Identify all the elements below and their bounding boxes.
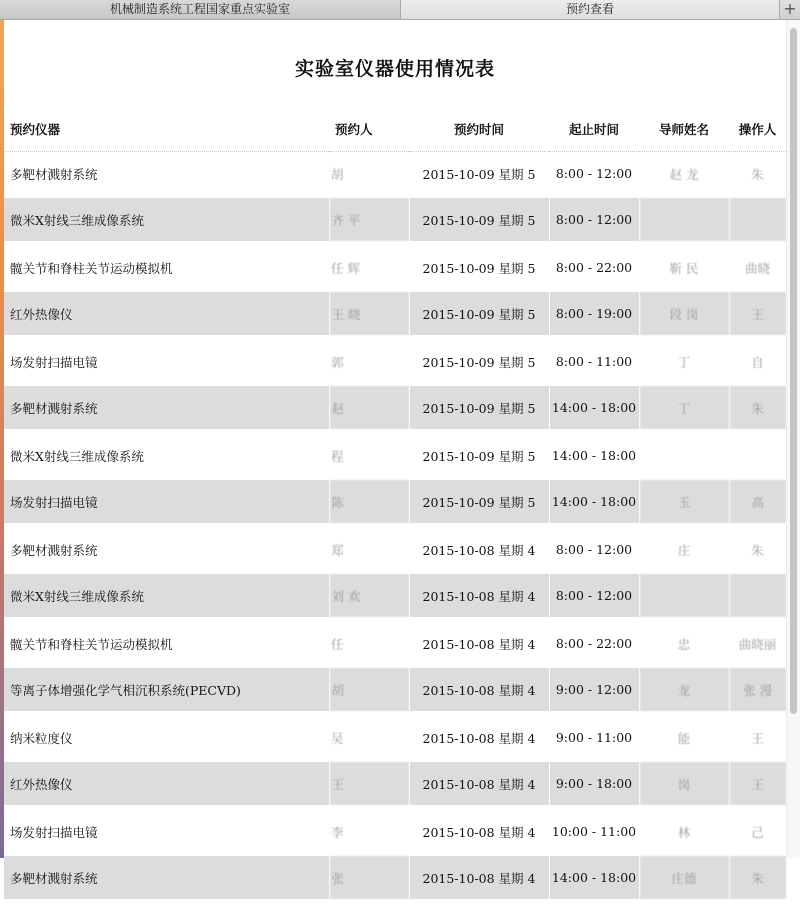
reserver-cell: 张 [329, 855, 409, 902]
reserver-cell: 王 晓 [329, 291, 409, 338]
plus-icon: + [783, 0, 797, 18]
operator-cell: 朱 [729, 385, 786, 432]
reserver-cell: 齐 平 [329, 197, 409, 244]
time-range-cell: 8:00 - 12:00 [549, 152, 639, 197]
time-range-cell: 14:00 - 18:00 [549, 432, 639, 479]
reserve-date-cell: 2015-10-09 星期 5 [409, 152, 549, 197]
operator-cell: 王 [729, 761, 786, 808]
time-range-cell: 9:00 - 11:00 [549, 714, 639, 761]
header-advisor: 导师姓名 [639, 106, 729, 152]
reserver-cell: 赵 [329, 385, 409, 432]
table-row [4, 761, 786, 808]
advisor-cell: 庄 [639, 526, 729, 573]
instrument-cell: 等离子体增强化学气相沉积系统(PECVD) [4, 667, 329, 714]
time-range-cell: 8:00 - 12:00 [549, 526, 639, 573]
reserver-cell: 郭 [329, 338, 409, 385]
instrument-cell: 场发射扫描电镜 [4, 808, 329, 855]
page-title: 实验室仪器使用情况表 [294, 58, 495, 80]
instrument-cell: 纳米粒度仪 [4, 714, 329, 761]
operator-cell: 王 [729, 714, 786, 761]
instrument-cell: 微米X射线三维成像系统 [4, 432, 329, 479]
operator-cell [729, 432, 786, 479]
advisor-cell: 林 [639, 808, 729, 855]
operator-cell: 张 漫 [729, 667, 786, 714]
time-range-cell: 8:00 - 19:00 [549, 291, 639, 338]
operator-cell: 曲晓 [729, 244, 786, 291]
table-row [4, 808, 786, 855]
instrument-cell: 红外热像仪 [4, 291, 329, 338]
table-row [4, 479, 786, 526]
table-row [4, 338, 786, 385]
time-range-cell: 8:00 - 22:00 [549, 620, 639, 667]
advisor-cell: 忠 [639, 620, 729, 667]
table-row [4, 573, 786, 620]
advisor-cell: 丁 [639, 338, 729, 385]
advisor-cell: 庄德 [639, 855, 729, 902]
reserve-date-cell: 2015-10-09 星期 5 [409, 244, 549, 291]
operator-cell: 朱 [729, 855, 786, 902]
scrollbar-thumb[interactable] [790, 28, 797, 714]
instrument-cell: 多靶材溅射系统 [4, 152, 329, 197]
instrument-cell: 多靶材溅射系统 [4, 385, 329, 432]
reserve-date-cell: 2015-10-08 星期 4 [409, 855, 549, 902]
table-row [4, 620, 786, 667]
operator-cell: 己 [729, 808, 786, 855]
operator-cell: 朱 [729, 152, 786, 197]
header-operator: 操作人 [729, 106, 786, 152]
reserve-date-cell: 2015-10-09 星期 5 [409, 385, 549, 432]
tab-lab-home[interactable]: 机械制造系统工程国家重点实验室 [0, 0, 401, 19]
reserver-cell: 程 [329, 432, 409, 479]
reserver-cell: 任 辉 [329, 244, 409, 291]
header-reserver: 预约人 [329, 106, 409, 152]
advisor-cell: 靳 民 [639, 244, 729, 291]
instrument-cell: 微米X射线三维成像系统 [4, 573, 329, 620]
reserver-cell: 王 [329, 761, 409, 808]
instrument-cell: 髋关节和脊柱关节运动模拟机 [4, 620, 329, 667]
table-row [4, 385, 786, 432]
table-row [4, 714, 786, 761]
time-range-cell: 8:00 - 12:00 [549, 573, 639, 620]
time-range-cell: 14:00 - 18:00 [549, 855, 639, 902]
advisor-cell: 龙 [639, 667, 729, 714]
advisor-cell: 能 [639, 714, 729, 761]
advisor-cell: 段 岗 [639, 291, 729, 338]
time-range-cell: 14:00 - 18:00 [549, 479, 639, 526]
reserver-cell: 李 [329, 808, 409, 855]
tab-reservation-view[interactable]: 预约查看 [401, 0, 779, 19]
header-reserve-date: 预约时间 [409, 106, 549, 152]
advisor-cell [639, 197, 729, 244]
reserver-cell: 陈 [329, 479, 409, 526]
advisor-cell: 丁 [639, 385, 729, 432]
operator-cell [729, 197, 786, 244]
time-range-cell: 14:00 - 18:00 [549, 385, 639, 432]
table-row [4, 855, 786, 902]
operator-cell [729, 573, 786, 620]
reserver-cell: 刘 欢 [329, 573, 409, 620]
advisor-cell: 岗 [639, 761, 729, 808]
instrument-cell: 场发射扫描电镜 [4, 338, 329, 385]
reserver-cell: 郑 [329, 526, 409, 573]
page-content [4, 20, 786, 886]
header-time-range: 起止时间 [549, 106, 639, 152]
usage-table [4, 106, 786, 904]
table-row [4, 152, 786, 197]
advisor-cell [639, 432, 729, 479]
reserver-cell: 胡 [329, 152, 409, 197]
reserve-date-cell: 2015-10-09 星期 5 [409, 432, 549, 479]
operator-cell: 曲晓丽 [729, 620, 786, 667]
instrument-cell: 红外热像仪 [4, 761, 329, 808]
vertical-scrollbar[interactable] [786, 20, 800, 858]
reserve-date-cell: 2015-10-08 星期 4 [409, 620, 549, 667]
time-range-cell: 10:00 - 11:00 [549, 808, 639, 855]
reserve-date-cell: 2015-10-09 星期 5 [409, 338, 549, 385]
reserve-date-cell: 2015-10-08 星期 4 [409, 808, 549, 855]
table-row [4, 291, 786, 338]
advisor-cell: 赵 龙 [639, 152, 729, 197]
operator-cell: 高 [729, 479, 786, 526]
time-range-cell: 8:00 - 12:00 [549, 197, 639, 244]
operator-cell: 自 [729, 338, 786, 385]
table-row [4, 526, 786, 573]
time-range-cell: 8:00 - 22:00 [549, 244, 639, 291]
instrument-cell: 场发射扫描电镜 [4, 479, 329, 526]
instrument-cell: 多靶材溅射系统 [4, 526, 329, 573]
time-range-cell: 9:00 - 12:00 [549, 667, 639, 714]
table-header-row [4, 106, 786, 152]
instrument-cell: 髋关节和脊柱关节运动模拟机 [4, 244, 329, 291]
table-row [4, 197, 786, 244]
tab-bar [0, 0, 800, 20]
instrument-cell: 多靶材溅射系统 [4, 855, 329, 902]
reserve-date-cell: 2015-10-08 星期 4 [409, 761, 549, 808]
reserver-cell: 胡 [329, 667, 409, 714]
new-tab-button[interactable] [779, 0, 800, 19]
reserve-date-cell: 2015-10-08 星期 4 [409, 526, 549, 573]
reserve-date-cell: 2015-10-09 星期 5 [409, 197, 549, 244]
reserve-date-cell: 2015-10-09 星期 5 [409, 291, 549, 338]
operator-cell: 朱 [729, 526, 786, 573]
reserver-cell: 吴 [329, 714, 409, 761]
reserver-cell: 任 [329, 620, 409, 667]
advisor-cell [639, 573, 729, 620]
table-row [4, 667, 786, 714]
header-instrument: 预约仪器 [4, 106, 329, 152]
reserve-date-cell: 2015-10-09 星期 5 [409, 479, 549, 526]
advisor-cell: 玉 [639, 479, 729, 526]
time-range-cell: 8:00 - 11:00 [549, 338, 639, 385]
time-range-cell: 9:00 - 18:00 [549, 761, 639, 808]
instrument-cell: 微米X射线三维成像系统 [4, 197, 329, 244]
table-row [4, 432, 786, 479]
reserve-date-cell: 2015-10-08 星期 4 [409, 573, 549, 620]
reserve-date-cell: 2015-10-08 星期 4 [409, 714, 549, 761]
reserve-date-cell: 2015-10-08 星期 4 [409, 667, 549, 714]
operator-cell: 王 [729, 291, 786, 338]
table-row [4, 244, 786, 291]
